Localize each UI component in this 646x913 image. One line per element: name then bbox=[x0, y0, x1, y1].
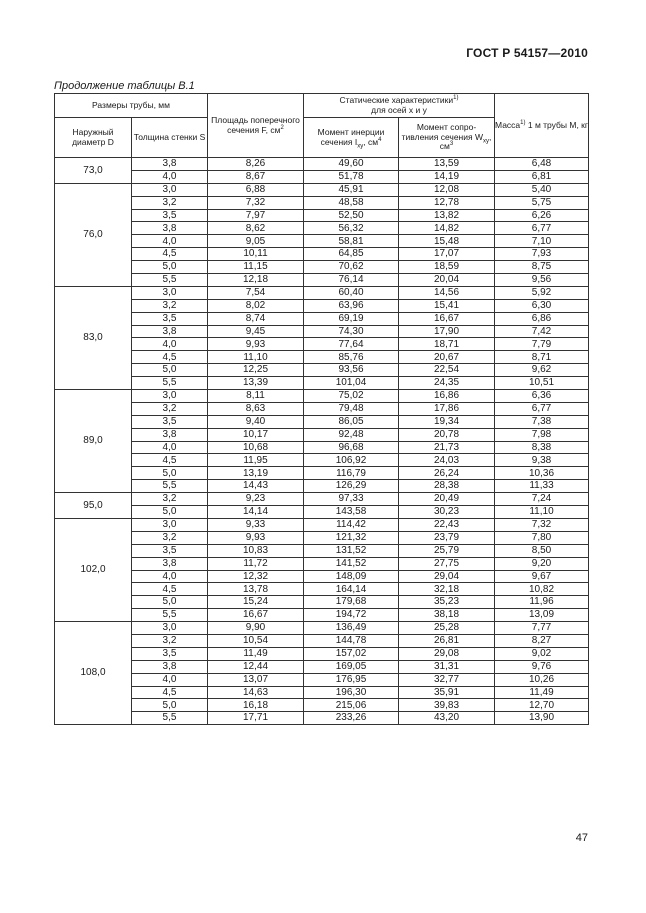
table-row bbox=[55, 441, 589, 454]
inertia-cell: 136,49 bbox=[304, 622, 399, 635]
mass-cell: 10,51 bbox=[495, 377, 589, 390]
table-row bbox=[55, 506, 589, 519]
outer-diameter-cell: 89,0 bbox=[55, 390, 132, 493]
resistance-cell: 21,73 bbox=[399, 441, 495, 454]
table-body bbox=[55, 158, 589, 725]
mass-cell: 7,98 bbox=[495, 428, 589, 441]
inertia-cell: 93,56 bbox=[304, 364, 399, 377]
mass-cell: 6,77 bbox=[495, 222, 589, 235]
resistance-cell: 13,59 bbox=[399, 158, 495, 171]
area-cell: 9,05 bbox=[208, 235, 304, 248]
area-cell: 10,54 bbox=[208, 634, 304, 647]
area-cell: 9,23 bbox=[208, 493, 304, 506]
mass-cell: 9,76 bbox=[495, 660, 589, 673]
mass-header: Масса$^{1)}$ 1 м трубы M, кг bbox=[495, 94, 589, 158]
table-row bbox=[55, 170, 589, 183]
pipe-dims-header: Размеры трубы, мм bbox=[55, 94, 208, 118]
table-row bbox=[55, 493, 589, 506]
inertia-cell: 144,78 bbox=[304, 634, 399, 647]
area-cell: 13,39 bbox=[208, 377, 304, 390]
mass-cell: 8,38 bbox=[495, 441, 589, 454]
mass-cell: 9,62 bbox=[495, 364, 589, 377]
mass-cell: 8,27 bbox=[495, 634, 589, 647]
wall-thickness-cell: 4,0 bbox=[132, 170, 208, 183]
wall-thickness-cell: 5,0 bbox=[132, 506, 208, 519]
area-cell: 10,68 bbox=[208, 441, 304, 454]
mass-cell: 6,36 bbox=[495, 390, 589, 403]
resistance-cell: 26,81 bbox=[399, 634, 495, 647]
wall-thickness-cell: 3,5 bbox=[132, 312, 208, 325]
wall-thickness-cell: 4,0 bbox=[132, 673, 208, 686]
mass-cell: 7,80 bbox=[495, 531, 589, 544]
area-cell: 9,90 bbox=[208, 622, 304, 635]
resistance-cell: 22,54 bbox=[399, 364, 495, 377]
inertia-cell: 79,48 bbox=[304, 402, 399, 415]
mass-cell: 7,38 bbox=[495, 415, 589, 428]
mass-cell: 13,09 bbox=[495, 609, 589, 622]
inertia-cell: 52,50 bbox=[304, 209, 399, 222]
inertia-cell: 157,02 bbox=[304, 647, 399, 660]
resistance-cell: 18,71 bbox=[399, 338, 495, 351]
resistance-cell: 12,78 bbox=[399, 196, 495, 209]
static-characteristics-header: Статические характеристики$^{1)}$ для осей x и y bbox=[304, 94, 495, 118]
table-row bbox=[55, 390, 589, 403]
resistance-cell: 18,59 bbox=[399, 261, 495, 274]
area-cell: 17,71 bbox=[208, 712, 304, 725]
resistance-cell: 26,24 bbox=[399, 467, 495, 480]
area-cell: 11,10 bbox=[208, 351, 304, 364]
mass-cell: 11,96 bbox=[495, 596, 589, 609]
table-row bbox=[55, 377, 589, 390]
area-cell: 12,25 bbox=[208, 364, 304, 377]
inertia-cell: 69,19 bbox=[304, 312, 399, 325]
table-row bbox=[55, 338, 589, 351]
resistance-cell: 14,19 bbox=[399, 170, 495, 183]
inertia-cell: 76,14 bbox=[304, 274, 399, 287]
wall-thickness-cell: 4,0 bbox=[132, 441, 208, 454]
inertia-cell: 194,72 bbox=[304, 609, 399, 622]
table-row bbox=[55, 712, 589, 725]
inertia-cell: 60,40 bbox=[304, 286, 399, 299]
inertia-cell: 116,79 bbox=[304, 467, 399, 480]
table-row bbox=[55, 634, 589, 647]
inertia-cell: 106,92 bbox=[304, 454, 399, 467]
area-cell: 7,97 bbox=[208, 209, 304, 222]
outer-diameter-cell: 73,0 bbox=[55, 158, 132, 184]
resistance-header: Момент сопро-тивления сечения $W_{xy}$, $см^3$ bbox=[399, 118, 495, 158]
table-row bbox=[55, 415, 589, 428]
wall-thickness-cell: 4,5 bbox=[132, 686, 208, 699]
wall-thickness-cell: 3,8 bbox=[132, 325, 208, 338]
area-header: Площадь поперечного сечения F, $см^2$ bbox=[208, 94, 304, 158]
table-row bbox=[55, 570, 589, 583]
wall-thickness-cell: 5,0 bbox=[132, 364, 208, 377]
wall-thickness-cell: 3,8 bbox=[132, 557, 208, 570]
mass-cell: 7,32 bbox=[495, 518, 589, 531]
wall-thickness-cell: 3,0 bbox=[132, 518, 208, 531]
inertia-cell: 56,32 bbox=[304, 222, 399, 235]
table-row bbox=[55, 454, 589, 467]
area-cell: 8,63 bbox=[208, 402, 304, 415]
resistance-cell: 29,08 bbox=[399, 647, 495, 660]
inertia-cell: 85,76 bbox=[304, 351, 399, 364]
area-cell: 12,18 bbox=[208, 274, 304, 287]
area-cell: 13,78 bbox=[208, 583, 304, 596]
table-row bbox=[55, 480, 589, 493]
area-cell: 8,67 bbox=[208, 170, 304, 183]
mass-cell: 5,92 bbox=[495, 286, 589, 299]
inertia-cell: 64,85 bbox=[304, 248, 399, 261]
area-cell: 8,11 bbox=[208, 390, 304, 403]
mass-cell: 5,75 bbox=[495, 196, 589, 209]
resistance-cell: 28,38 bbox=[399, 480, 495, 493]
mass-cell: 10,36 bbox=[495, 467, 589, 480]
area-cell: 11,72 bbox=[208, 557, 304, 570]
table-row bbox=[55, 660, 589, 673]
mass-cell: 9,67 bbox=[495, 570, 589, 583]
wall-thickness-cell: 3,2 bbox=[132, 634, 208, 647]
wall-thickness-cell: 5,5 bbox=[132, 609, 208, 622]
mass-cell: 5,40 bbox=[495, 183, 589, 196]
area-cell: 9,40 bbox=[208, 415, 304, 428]
inertia-cell: 233,26 bbox=[304, 712, 399, 725]
wall-thickness-cell: 4,5 bbox=[132, 583, 208, 596]
table-row bbox=[55, 596, 589, 609]
inertia-cell: 49,60 bbox=[304, 158, 399, 171]
wall-thickness-cell: 5,5 bbox=[132, 377, 208, 390]
wall-thickness-cell: 5,0 bbox=[132, 261, 208, 274]
mass-cell: 11,10 bbox=[495, 506, 589, 519]
area-cell: 8,62 bbox=[208, 222, 304, 235]
area-cell: 10,17 bbox=[208, 428, 304, 441]
inertia-cell: 143,58 bbox=[304, 506, 399, 519]
page-number: 47 bbox=[575, 832, 588, 844]
table-row bbox=[55, 699, 589, 712]
resistance-cell: 22,43 bbox=[399, 518, 495, 531]
document-code: ГОСТ Р 54157—2010 bbox=[466, 46, 588, 60]
resistance-cell: 17,86 bbox=[399, 402, 495, 415]
table-row bbox=[55, 222, 589, 235]
resistance-cell: 32,18 bbox=[399, 583, 495, 596]
table-row bbox=[55, 673, 589, 686]
resistance-cell: 27,75 bbox=[399, 557, 495, 570]
outer-diameter-header: Наружный диаметр D bbox=[55, 118, 132, 158]
area-cell: 6,88 bbox=[208, 183, 304, 196]
resistance-cell: 31,31 bbox=[399, 660, 495, 673]
mass-cell: 7,42 bbox=[495, 325, 589, 338]
wall-thickness-cell: 3,0 bbox=[132, 622, 208, 635]
mass-cell: 7,77 bbox=[495, 622, 589, 635]
table-row bbox=[55, 183, 589, 196]
resistance-cell: 39,83 bbox=[399, 699, 495, 712]
wall-thickness-cell: 3,5 bbox=[132, 647, 208, 660]
table-row bbox=[55, 248, 589, 261]
mass-cell: 6,86 bbox=[495, 312, 589, 325]
mass-cell: 9,02 bbox=[495, 647, 589, 660]
outer-diameter-cell: 95,0 bbox=[55, 493, 132, 519]
mass-cell: 9,56 bbox=[495, 274, 589, 287]
area-cell: 16,18 bbox=[208, 699, 304, 712]
mass-cell: 13,90 bbox=[495, 712, 589, 725]
resistance-cell: 29,04 bbox=[399, 570, 495, 583]
mass-cell: 6,26 bbox=[495, 209, 589, 222]
mass-cell: 9,20 bbox=[495, 557, 589, 570]
inertia-cell: 141,52 bbox=[304, 557, 399, 570]
outer-diameter-cell: 83,0 bbox=[55, 286, 132, 389]
area-cell: 12,32 bbox=[208, 570, 304, 583]
inertia-cell: 51,78 bbox=[304, 170, 399, 183]
resistance-cell: 16,86 bbox=[399, 390, 495, 403]
wall-thickness-cell: 3,5 bbox=[132, 544, 208, 557]
wall-thickness-cell: 3,5 bbox=[132, 209, 208, 222]
area-cell: 10,83 bbox=[208, 544, 304, 557]
area-cell: 13,19 bbox=[208, 467, 304, 480]
resistance-cell: 12,08 bbox=[399, 183, 495, 196]
table-row bbox=[55, 299, 589, 312]
mass-cell: 12,70 bbox=[495, 699, 589, 712]
inertia-cell: 70,62 bbox=[304, 261, 399, 274]
resistance-cell: 15,48 bbox=[399, 235, 495, 248]
area-cell: 14,43 bbox=[208, 480, 304, 493]
inertia-cell: 96,68 bbox=[304, 441, 399, 454]
outer-diameter-cell: 76,0 bbox=[55, 183, 132, 286]
mass-cell: 6,48 bbox=[495, 158, 589, 171]
area-cell: 11,49 bbox=[208, 647, 304, 660]
table-row bbox=[55, 544, 589, 557]
area-cell: 9,33 bbox=[208, 518, 304, 531]
resistance-cell: 16,67 bbox=[399, 312, 495, 325]
resistance-cell: 19,34 bbox=[399, 415, 495, 428]
wall-thickness-cell: 3,0 bbox=[132, 183, 208, 196]
area-cell: 16,67 bbox=[208, 609, 304, 622]
resistance-cell: 17,07 bbox=[399, 248, 495, 261]
table-row bbox=[55, 364, 589, 377]
mass-cell: 8,50 bbox=[495, 544, 589, 557]
mass-cell: 9,38 bbox=[495, 454, 589, 467]
wall-thickness-cell: 3,2 bbox=[132, 402, 208, 415]
resistance-cell: 23,79 bbox=[399, 531, 495, 544]
resistance-cell: 20,49 bbox=[399, 493, 495, 506]
wall-thickness-cell: 3,5 bbox=[132, 415, 208, 428]
inertia-cell: 176,95 bbox=[304, 673, 399, 686]
mass-cell: 11,49 bbox=[495, 686, 589, 699]
inertia-cell: 63,96 bbox=[304, 299, 399, 312]
inertia-cell: 58,81 bbox=[304, 235, 399, 248]
resistance-cell: 38,18 bbox=[399, 609, 495, 622]
pipe-characteristics-table bbox=[54, 93, 589, 725]
resistance-cell: 24,03 bbox=[399, 454, 495, 467]
wall-thickness-header: Толщина стенки S bbox=[132, 118, 208, 158]
mass-cell: 7,24 bbox=[495, 493, 589, 506]
area-cell: 14,14 bbox=[208, 506, 304, 519]
inertia-cell: 148,09 bbox=[304, 570, 399, 583]
wall-thickness-cell: 3,8 bbox=[132, 222, 208, 235]
outer-diameter-cell: 108,0 bbox=[55, 622, 132, 725]
table-row bbox=[55, 196, 589, 209]
mass-cell: 6,77 bbox=[495, 402, 589, 415]
resistance-cell: 14,82 bbox=[399, 222, 495, 235]
inertia-cell: 48,58 bbox=[304, 196, 399, 209]
resistance-cell: 30,23 bbox=[399, 506, 495, 519]
inertia-cell: 77,64 bbox=[304, 338, 399, 351]
area-cell: 8,02 bbox=[208, 299, 304, 312]
outer-diameter-cell: 102,0 bbox=[55, 518, 132, 621]
wall-thickness-cell: 3,2 bbox=[132, 531, 208, 544]
mass-cell: 11,33 bbox=[495, 480, 589, 493]
inertia-header: Момент инерции сечения $I_{xy}$, $см^4$ bbox=[304, 118, 399, 158]
mass-cell: 8,75 bbox=[495, 261, 589, 274]
resistance-cell: 32,77 bbox=[399, 673, 495, 686]
table-row bbox=[55, 274, 589, 287]
table-row bbox=[55, 235, 589, 248]
area-cell: 11,95 bbox=[208, 454, 304, 467]
resistance-cell: 15,41 bbox=[399, 299, 495, 312]
mass-cell: 6,30 bbox=[495, 299, 589, 312]
table-row bbox=[55, 286, 589, 299]
resistance-cell: 25,79 bbox=[399, 544, 495, 557]
table-row bbox=[55, 583, 589, 596]
wall-thickness-cell: 5,5 bbox=[132, 480, 208, 493]
resistance-cell: 20,78 bbox=[399, 428, 495, 441]
wall-thickness-cell: 5,0 bbox=[132, 467, 208, 480]
table-caption: Продолжение таблицы В.1 bbox=[54, 80, 195, 92]
wall-thickness-cell: 3,2 bbox=[132, 493, 208, 506]
table-row bbox=[55, 209, 589, 222]
table-row bbox=[55, 351, 589, 364]
area-cell: 11,15 bbox=[208, 261, 304, 274]
mass-cell: 7,10 bbox=[495, 235, 589, 248]
resistance-cell: 43,20 bbox=[399, 712, 495, 725]
table-row bbox=[55, 531, 589, 544]
area-cell: 9,93 bbox=[208, 338, 304, 351]
mass-cell: 10,26 bbox=[495, 673, 589, 686]
table-row bbox=[55, 557, 589, 570]
mass-cell: 8,71 bbox=[495, 351, 589, 364]
wall-thickness-cell: 4,0 bbox=[132, 338, 208, 351]
wall-thickness-cell: 4,0 bbox=[132, 570, 208, 583]
table-row bbox=[55, 686, 589, 699]
resistance-cell: 17,90 bbox=[399, 325, 495, 338]
area-cell: 13,07 bbox=[208, 673, 304, 686]
inertia-cell: 121,32 bbox=[304, 531, 399, 544]
mass-cell: 10,82 bbox=[495, 583, 589, 596]
resistance-cell: 20,67 bbox=[399, 351, 495, 364]
wall-thickness-cell: 3,0 bbox=[132, 286, 208, 299]
resistance-cell: 20,04 bbox=[399, 274, 495, 287]
table-row bbox=[55, 261, 589, 274]
table-row bbox=[55, 609, 589, 622]
mass-cell: 6,81 bbox=[495, 170, 589, 183]
inertia-cell: 126,29 bbox=[304, 480, 399, 493]
inertia-cell: 75,02 bbox=[304, 390, 399, 403]
area-cell: 9,45 bbox=[208, 325, 304, 338]
inertia-cell: 86,05 bbox=[304, 415, 399, 428]
area-cell: 7,54 bbox=[208, 286, 304, 299]
resistance-cell: 14,56 bbox=[399, 286, 495, 299]
wall-thickness-cell: 4,0 bbox=[132, 235, 208, 248]
wall-thickness-cell: 5,5 bbox=[132, 274, 208, 287]
wall-thickness-cell: 4,5 bbox=[132, 248, 208, 261]
resistance-cell: 35,91 bbox=[399, 686, 495, 699]
wall-thickness-cell: 5,0 bbox=[132, 699, 208, 712]
inertia-cell: 74,30 bbox=[304, 325, 399, 338]
mass-cell: 7,93 bbox=[495, 248, 589, 261]
area-cell: 7,32 bbox=[208, 196, 304, 209]
resistance-cell: 24,35 bbox=[399, 377, 495, 390]
inertia-cell: 196,30 bbox=[304, 686, 399, 699]
wall-thickness-cell: 4,5 bbox=[132, 454, 208, 467]
inertia-cell: 101,04 bbox=[304, 377, 399, 390]
table-row bbox=[55, 402, 589, 415]
inertia-cell: 131,52 bbox=[304, 544, 399, 557]
mass-cell: 7,79 bbox=[495, 338, 589, 351]
inertia-cell: 92,48 bbox=[304, 428, 399, 441]
area-cell: 8,26 bbox=[208, 158, 304, 171]
wall-thickness-cell: 3,2 bbox=[132, 196, 208, 209]
wall-thickness-cell: 3,0 bbox=[132, 390, 208, 403]
inertia-cell: 169,05 bbox=[304, 660, 399, 673]
area-cell: 8,74 bbox=[208, 312, 304, 325]
inertia-cell: 45,91 bbox=[304, 183, 399, 196]
inertia-cell: 97,33 bbox=[304, 493, 399, 506]
table-row bbox=[55, 158, 589, 171]
table-row bbox=[55, 622, 589, 635]
wall-thickness-cell: 3,2 bbox=[132, 299, 208, 312]
table-row bbox=[55, 647, 589, 660]
wall-thickness-cell: 3,8 bbox=[132, 158, 208, 171]
area-cell: 10,11 bbox=[208, 248, 304, 261]
resistance-cell: 25,28 bbox=[399, 622, 495, 635]
area-cell: 12,44 bbox=[208, 660, 304, 673]
area-cell: 15,24 bbox=[208, 596, 304, 609]
wall-thickness-cell: 5,5 bbox=[132, 712, 208, 725]
wall-thickness-cell: 5,0 bbox=[132, 596, 208, 609]
resistance-cell: 13,82 bbox=[399, 209, 495, 222]
table-row bbox=[55, 325, 589, 338]
table-row bbox=[55, 518, 589, 531]
table-row bbox=[55, 467, 589, 480]
wall-thickness-cell: 3,8 bbox=[132, 428, 208, 441]
inertia-cell: 164,14 bbox=[304, 583, 399, 596]
inertia-cell: 215,06 bbox=[304, 699, 399, 712]
inertia-cell: 179,68 bbox=[304, 596, 399, 609]
area-cell: 9,93 bbox=[208, 531, 304, 544]
wall-thickness-cell: 3,8 bbox=[132, 660, 208, 673]
wall-thickness-cell: 4,5 bbox=[132, 351, 208, 364]
resistance-cell: 35,23 bbox=[399, 596, 495, 609]
table-row bbox=[55, 428, 589, 441]
area-cell: 14,63 bbox=[208, 686, 304, 699]
table-row bbox=[55, 312, 589, 325]
inertia-cell: 114,42 bbox=[304, 518, 399, 531]
